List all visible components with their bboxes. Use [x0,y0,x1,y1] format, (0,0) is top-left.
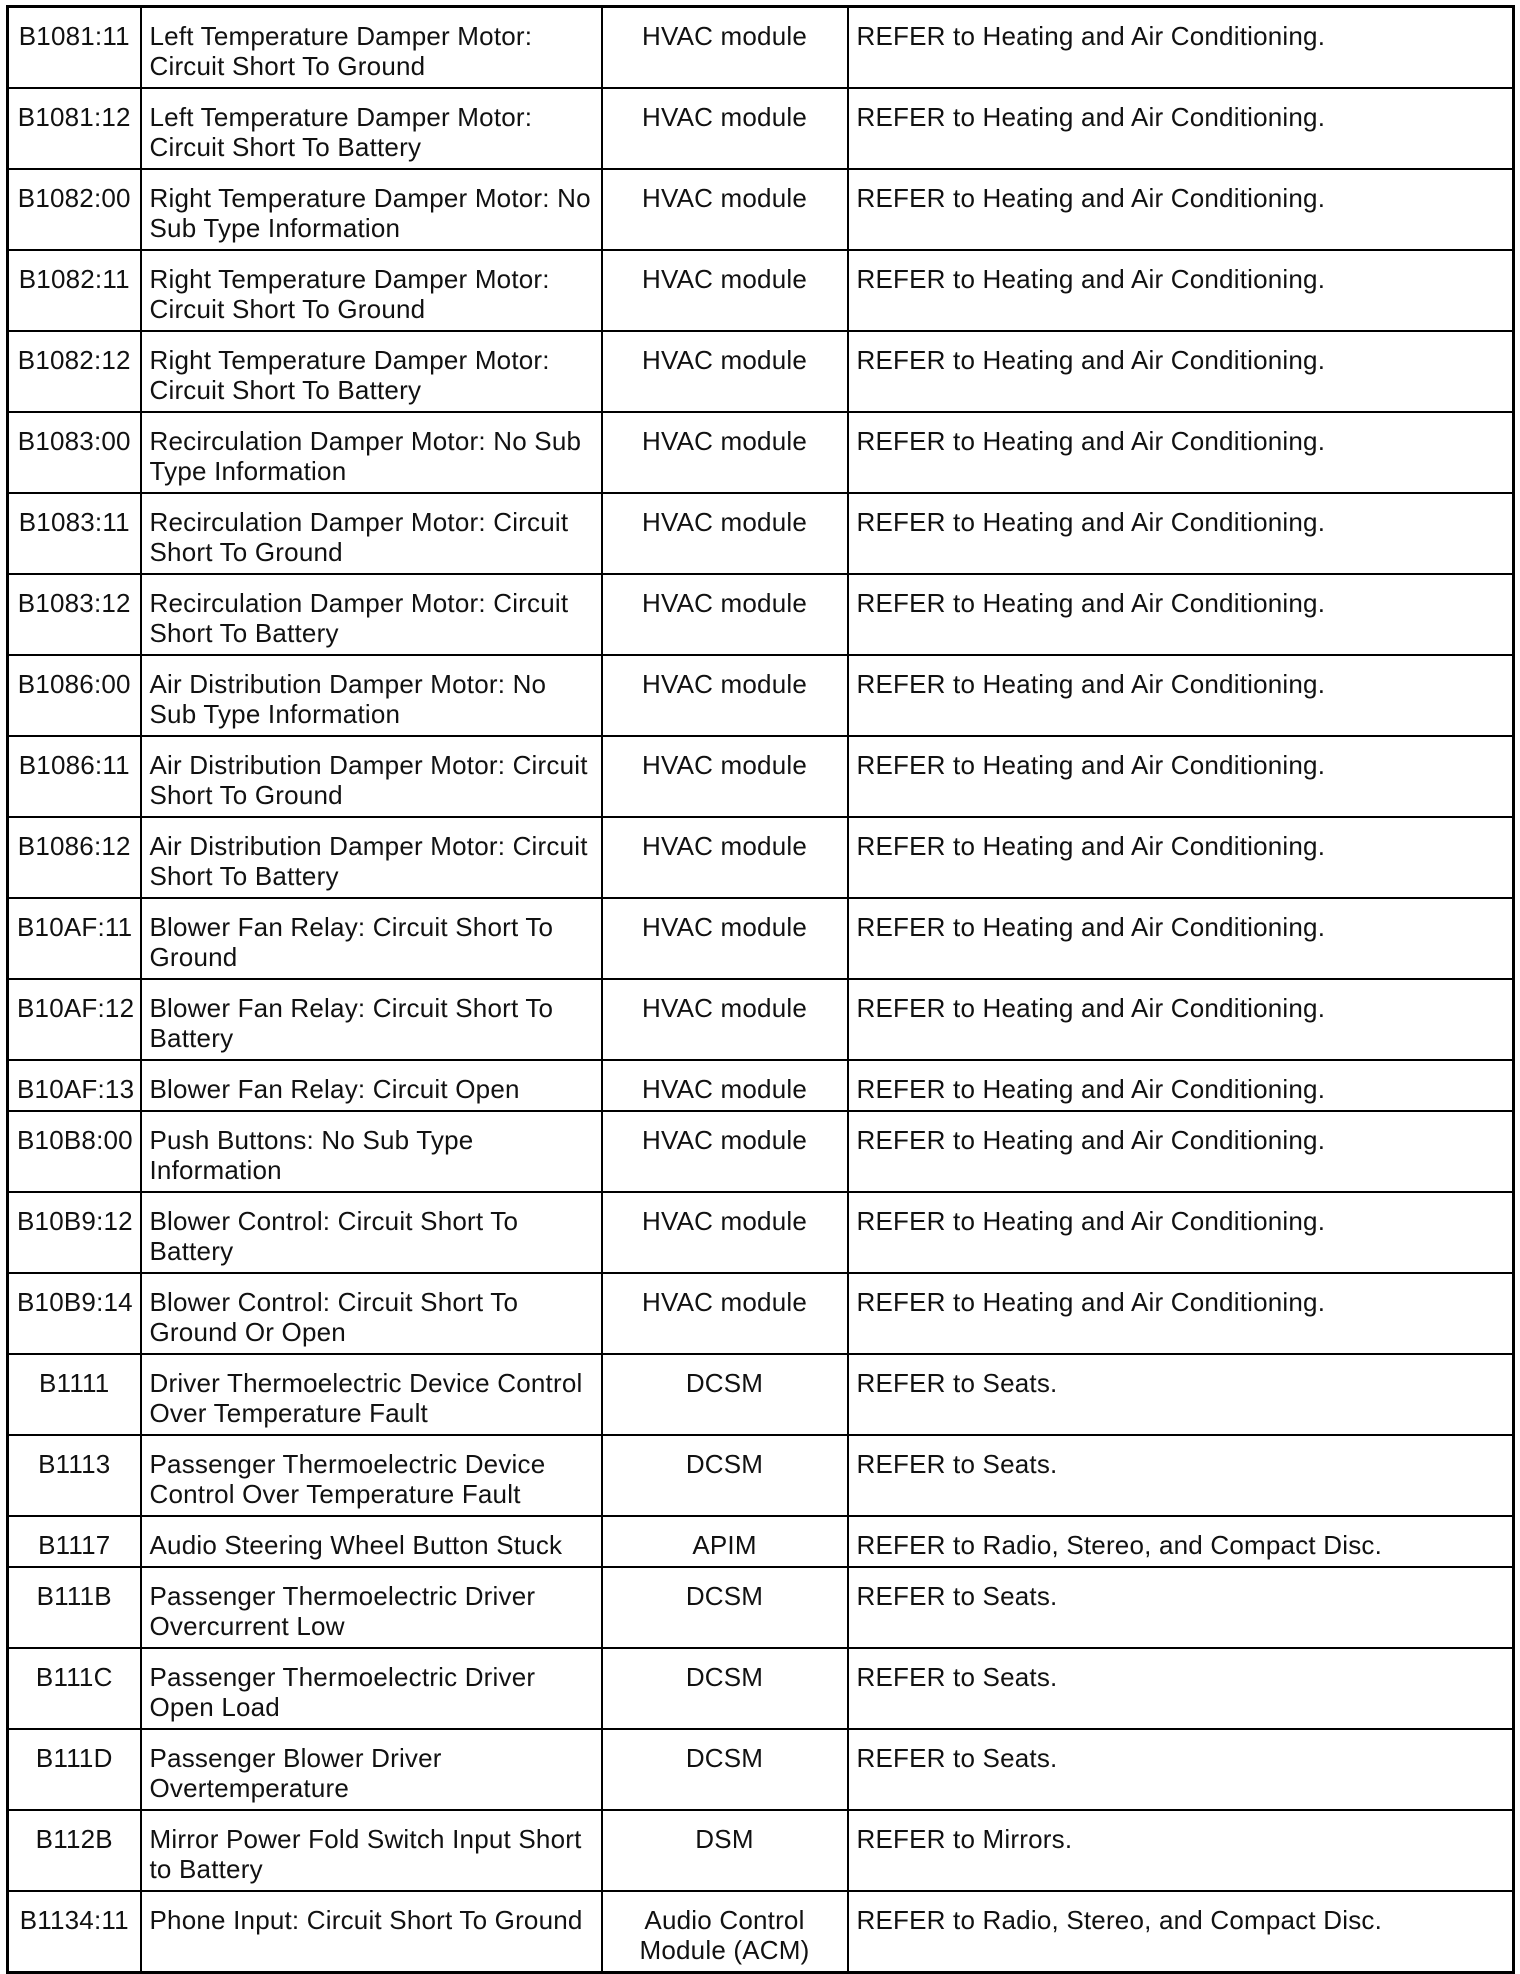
dtc-table-body [8,7,1514,1973]
dtc-module-cell: DCSM [602,1435,848,1516]
dtc-code-cell: B1111 [8,1354,141,1435]
dtc-description-cell: Recirculation Damper Motor: Circuit Short To Ground [141,493,602,574]
table-row [8,1060,1514,1111]
dtc-description-cell: Right Temperature Damper Motor: Circuit Short To Ground [141,250,602,331]
table-row [8,1192,1514,1273]
dtc-action-cell: REFER to Heating and Air Conditioning. [848,250,1514,331]
dtc-module-cell: HVAC module [602,655,848,736]
table-row [8,1567,1514,1648]
dtc-code-cell: B10AF:12 [8,979,141,1060]
dtc-module-cell: HVAC module [602,331,848,412]
dtc-code-cell: B1082:00 [8,169,141,250]
dtc-description-cell: Passenger Thermoelectric Device Control Over Temperature Fault [141,1435,602,1516]
dtc-action-cell: REFER to Mirrors. [848,1810,1514,1891]
dtc-module-cell: DCSM [602,1648,848,1729]
dtc-code-cell: B1086:11 [8,736,141,817]
dtc-action-cell: REFER to Heating and Air Conditioning. [848,169,1514,250]
dtc-module-cell: HVAC module [602,574,848,655]
dtc-code-cell: B1117 [8,1516,141,1567]
table-row [8,1354,1514,1435]
dtc-description-cell: Blower Fan Relay: Circuit Short To Ground [141,898,602,979]
table-row [8,1435,1514,1516]
dtc-description-cell: Left Temperature Damper Motor: Circuit Short To Ground [141,7,602,89]
table-row [8,331,1514,412]
dtc-description-cell: Passenger Thermoelectric Driver Open Load [141,1648,602,1729]
dtc-action-cell: REFER to Seats. [848,1648,1514,1729]
dtc-module-cell: DCSM [602,1567,848,1648]
dtc-code-cell: B10AF:11 [8,898,141,979]
dtc-action-cell: REFER to Heating and Air Conditioning. [848,88,1514,169]
dtc-module-cell: HVAC module [602,169,848,250]
table-row [8,979,1514,1060]
dtc-action-cell: REFER to Heating and Air Conditioning. [848,817,1514,898]
dtc-code-cell: B1082:11 [8,250,141,331]
dtc-code-cell: B1083:12 [8,574,141,655]
dtc-code-cell: B10B9:14 [8,1273,141,1354]
dtc-description-cell: Audio Steering Wheel Button Stuck [141,1516,602,1567]
dtc-description-cell: Passenger Blower Driver Overtemperature [141,1729,602,1810]
dtc-description-cell: Right Temperature Damper Motor: Circuit Short To Battery [141,331,602,412]
dtc-module-cell: HVAC module [602,1273,848,1354]
dtc-action-cell: REFER to Seats. [848,1435,1514,1516]
dtc-description-cell: Phone Input: Circuit Short To Ground [141,1891,602,1973]
dtc-action-cell: REFER to Seats. [848,1567,1514,1648]
dtc-module-cell: HVAC module [602,1111,848,1192]
dtc-description-cell: Push Buttons: No Sub Type Information [141,1111,602,1192]
dtc-action-cell: REFER to Heating and Air Conditioning. [848,1060,1514,1111]
dtc-module-cell: HVAC module [602,88,848,169]
dtc-description-cell: Blower Control: Circuit Short To Battery [141,1192,602,1273]
dtc-module-cell: HVAC module [602,1192,848,1273]
dtc-description-cell: Air Distribution Damper Motor: No Sub Type Information [141,655,602,736]
dtc-code-cell: B1083:11 [8,493,141,574]
dtc-action-cell: REFER to Seats. [848,1729,1514,1810]
table-row [8,250,1514,331]
dtc-description-cell: Passenger Thermoelectric Driver Overcurrent Low [141,1567,602,1648]
dtc-code-cell: B1134:11 [8,1891,141,1973]
dtc-module-cell: HVAC module [602,898,848,979]
dtc-module-cell: HVAC module [602,1060,848,1111]
dtc-action-cell: REFER to Heating and Air Conditioning. [848,736,1514,817]
table-row [8,898,1514,979]
dtc-code-cell: B1113 [8,1435,141,1516]
dtc-table-container [6,5,1512,1974]
dtc-table [6,5,1515,1974]
dtc-code-cell: B1086:00 [8,655,141,736]
table-row [8,412,1514,493]
dtc-description-cell: Left Temperature Damper Motor: Circuit Short To Battery [141,88,602,169]
table-row [8,1810,1514,1891]
table-row [8,1648,1514,1729]
dtc-code-cell: B10B8:00 [8,1111,141,1192]
dtc-description-cell: Air Distribution Damper Motor: Circuit Short To Battery [141,817,602,898]
table-row [8,1273,1514,1354]
dtc-module-cell: HVAC module [602,250,848,331]
dtc-code-cell: B111B [8,1567,141,1648]
dtc-action-cell: REFER to Heating and Air Conditioning. [848,1273,1514,1354]
dtc-action-cell: REFER to Heating and Air Conditioning. [848,898,1514,979]
dtc-module-cell: HVAC module [602,817,848,898]
dtc-module-cell: HVAC module [602,493,848,574]
dtc-module-cell: DSM [602,1810,848,1891]
dtc-code-cell: B1081:12 [8,88,141,169]
dtc-action-cell: REFER to Heating and Air Conditioning. [848,979,1514,1060]
dtc-module-cell: APIM [602,1516,848,1567]
dtc-action-cell: REFER to Heating and Air Conditioning. [848,493,1514,574]
dtc-description-cell: Air Distribution Damper Motor: Circuit Short To Ground [141,736,602,817]
dtc-description-cell: Blower Fan Relay: Circuit Open [141,1060,602,1111]
dtc-code-cell: B111D [8,1729,141,1810]
dtc-module-cell: DCSM [602,1729,848,1810]
table-row [8,7,1514,89]
dtc-code-cell: B1083:00 [8,412,141,493]
dtc-code-cell: B1086:12 [8,817,141,898]
dtc-action-cell: REFER to Heating and Air Conditioning. [848,574,1514,655]
table-row [8,88,1514,169]
table-row [8,817,1514,898]
dtc-module-cell: HVAC module [602,7,848,89]
table-row [8,574,1514,655]
dtc-action-cell: REFER to Heating and Air Conditioning. [848,412,1514,493]
dtc-description-cell: Blower Fan Relay: Circuit Short To Battery [141,979,602,1060]
dtc-code-cell: B10B9:12 [8,1192,141,1273]
dtc-description-cell: Recirculation Damper Motor: Circuit Short To Battery [141,574,602,655]
dtc-code-cell: B1081:11 [8,7,141,89]
dtc-action-cell: REFER to Heating and Air Conditioning. [848,655,1514,736]
dtc-action-cell: REFER to Heating and Air Conditioning. [848,1192,1514,1273]
table-row [8,1729,1514,1810]
table-row [8,1111,1514,1192]
dtc-code-cell: B111C [8,1648,141,1729]
dtc-code-cell: B10AF:13 [8,1060,141,1111]
table-row [8,493,1514,574]
dtc-module-cell: DCSM [602,1354,848,1435]
dtc-action-cell: REFER to Heating and Air Conditioning. [848,7,1514,89]
table-row [8,169,1514,250]
dtc-description-cell: Mirror Power Fold Switch Input Short to Battery [141,1810,602,1891]
dtc-description-cell: Blower Control: Circuit Short To Ground Or Open [141,1273,602,1354]
dtc-action-cell: REFER to Radio, Stereo, and Compact Disc. [848,1516,1514,1567]
dtc-module-cell: HVAC module [602,736,848,817]
dtc-module-cell: HVAC module [602,412,848,493]
dtc-module-cell: HVAC module [602,979,848,1060]
dtc-action-cell: REFER to Heating and Air Conditioning. [848,331,1514,412]
dtc-action-cell: REFER to Seats. [848,1354,1514,1435]
dtc-code-cell: B112B [8,1810,141,1891]
dtc-description-cell: Driver Thermoelectric Device Control Over Temperature Fault [141,1354,602,1435]
dtc-module-cell: Audio Control Module (ACM) [602,1891,848,1973]
table-row [8,1891,1514,1973]
table-row [8,736,1514,817]
dtc-code-cell: B1082:12 [8,331,141,412]
table-row [8,655,1514,736]
dtc-description-cell: Right Temperature Damper Motor: No Sub Type Information [141,169,602,250]
dtc-action-cell: REFER to Heating and Air Conditioning. [848,1111,1514,1192]
table-row [8,1516,1514,1567]
dtc-description-cell: Recirculation Damper Motor: No Sub Type Information [141,412,602,493]
dtc-action-cell: REFER to Radio, Stereo, and Compact Disc. [848,1891,1514,1973]
